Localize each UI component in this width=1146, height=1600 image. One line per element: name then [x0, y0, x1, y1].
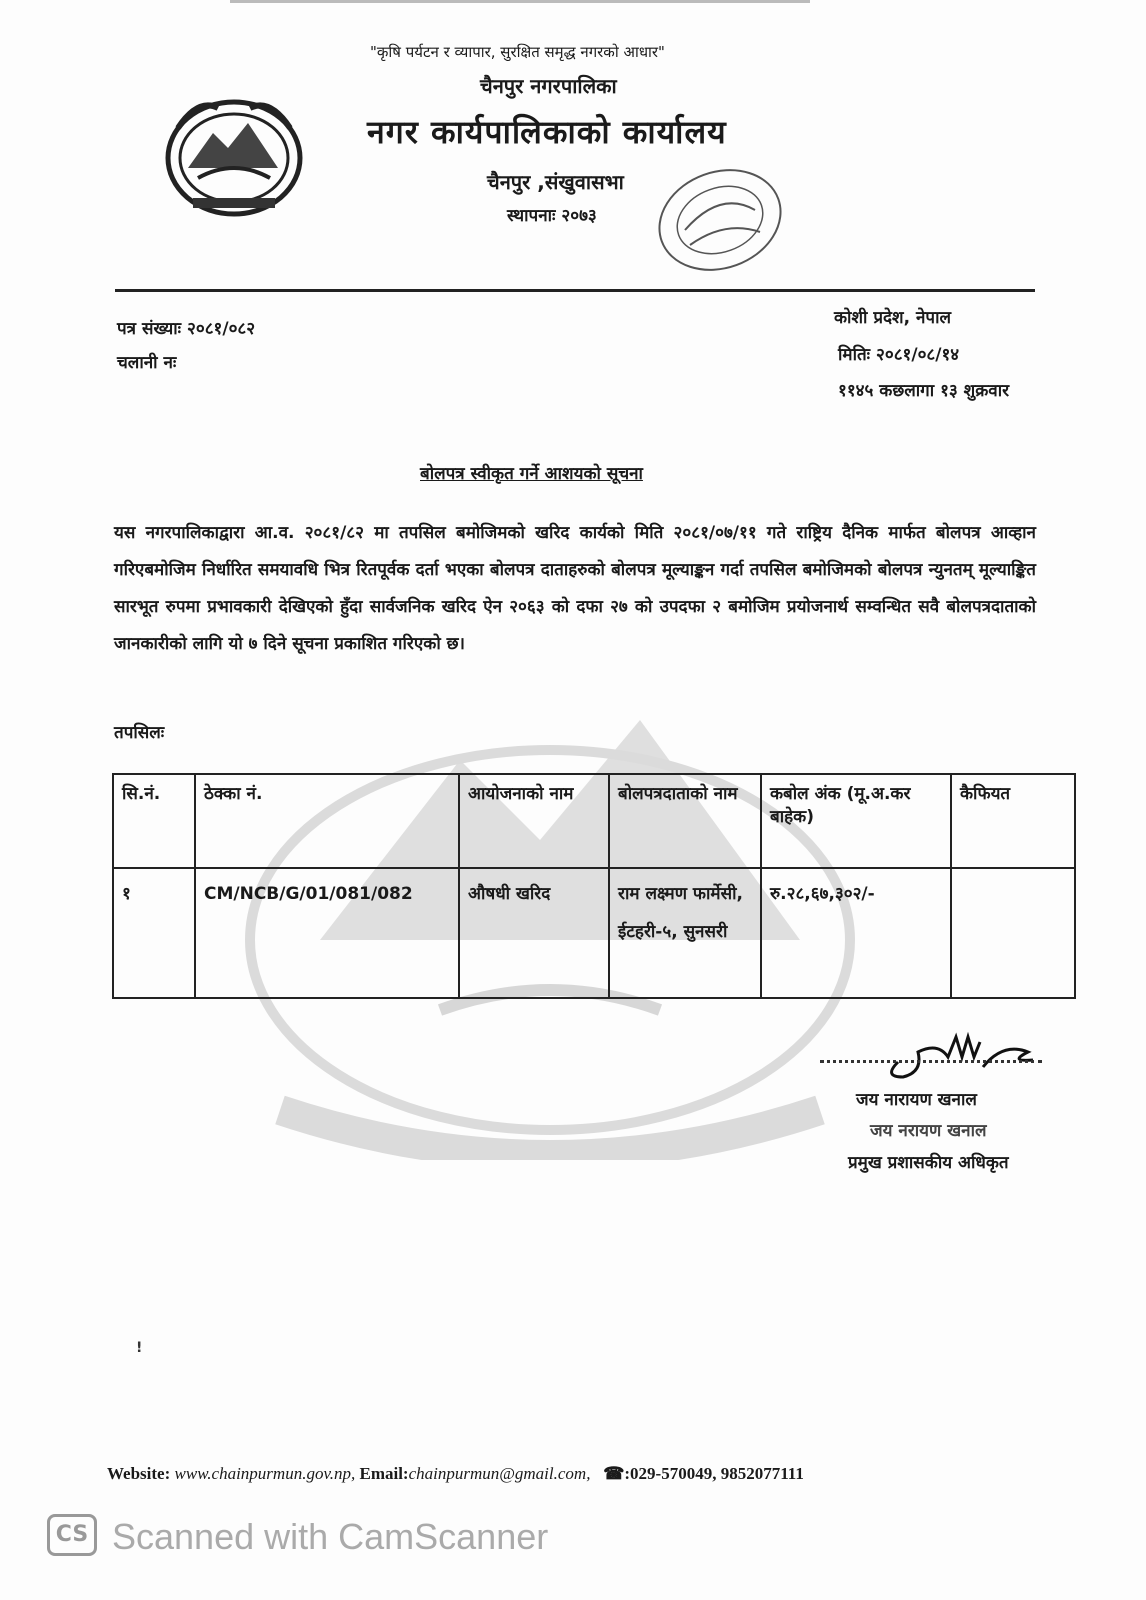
reference-number: पत्र संख्याः २०८१/०८२: [117, 319, 256, 339]
phone-numbers: :029-570049, 9852077111: [624, 1464, 804, 1483]
nepal-sambat-date: ११४५ कछलागा १३ शुक्रवार: [838, 381, 1010, 401]
nepal-emblem-icon: [158, 88, 310, 222]
notice-body: यस नगरपालिकाद्वारा आ.व. २०८१/८२ मा तपसिल बमोजिमको खरिद कार्यको मिति २०८१/०७/११ गते राष्ट्रिय दैनिक मार्फत बोलपत्र आव्हान गरिएबमोजिम निर्धारित समयावधि भित्र रितपूर्वक दर्ता भएका बोलपत्र दाताहरुको बोलपत्र मूल्याङ्कन गर्दा तपसिल बमोजिमको बोलपत्र न्युनतम् मूल्याङ्कित सारभूत रुपमा प्रभावकारी देखिएको हुँदा सार्वजनिक खरिद ऐन २०६३ को दफा २७ को उपदफा २ बमोजिम प्रयोजनार्थ सम्वन्धित सवै बोलपत्रदाताको जानकारीको लागि यो ७ दिने सूचना प्रकाशित गरिएको छ।: [114, 523, 1036, 654]
office-stamp-icon: [645, 160, 795, 280]
camscanner-logo-icon: CS: [47, 1514, 97, 1556]
email-label: Email:: [359, 1464, 409, 1483]
cell-bid-amount: रु.२८,६७,३०२/-: [761, 868, 951, 998]
cell-bidder-name: राम लक्ष्मण फार्मेसी, ईटहरी-५, सुनसरी: [609, 868, 761, 998]
col-serial: सि.नं.: [113, 774, 195, 868]
table-row: [113, 868, 1075, 998]
top-edge-line: [230, 0, 810, 3]
camscanner-watermark-text: Scanned with CamScanner: [112, 1516, 549, 1557]
bid-details-table: [112, 773, 1076, 999]
province: कोशी प्रदेश, नेपाल: [834, 308, 951, 328]
stray-mark: !: [136, 1340, 143, 1356]
signer-name-stamp: जय नरायण खनाल: [870, 1121, 987, 1141]
office-name: नगर कार्यपालिकाको कार्यालय: [367, 113, 727, 151]
col-contract-no: ठेक्का नं.: [195, 774, 459, 868]
schedule-label: तपसिलः: [114, 723, 165, 743]
footer-contact: [107, 1464, 804, 1484]
office-address: चैनपुर ,संखुवासभा: [487, 170, 624, 194]
header-divider: [115, 289, 1035, 292]
tagline: "कृषि पर्यटन र व्यापार, सुरक्षित समृद्ध नगरको आधार": [370, 43, 665, 61]
col-bidder-name: बोलपत्रदाताको नाम: [609, 774, 761, 868]
cell-serial: १: [113, 868, 195, 998]
signer-designation: प्रमुख प्रशासकीय अधिकृत: [848, 1153, 1009, 1173]
letter-date: मितिः २०८१/०८/१४: [838, 345, 960, 365]
handwritten-signature-icon: [878, 1022, 1038, 1092]
notice-title: बोलपत्र स्वीकृत गर्ने आशयको सूचना: [420, 464, 643, 484]
table-header-row: [113, 774, 1075, 868]
phone-icon: ☎: [603, 1464, 625, 1483]
dispatch-number: चलानी नः: [117, 353, 177, 373]
email-link[interactable]: chainpurmun@gmail.com,: [408, 1464, 591, 1483]
cell-contract-no: CM/NCB/G/01/081/082: [195, 868, 459, 998]
established-year: स्थापनाः २०७३: [507, 206, 597, 226]
col-bid-amount: कबोल अंक (मू.अ.कर बाहेक): [761, 774, 951, 868]
signer-name: जय नारायण खनाल: [856, 1090, 977, 1110]
website-link[interactable]: www.chainpurmun.gov.np,: [174, 1464, 356, 1483]
col-remarks: कैफियत: [951, 774, 1075, 868]
cell-remarks: [951, 868, 1075, 998]
cell-project-name: औषधी खरिद: [459, 868, 609, 998]
col-project-name: आयोजनाको नाम: [459, 774, 609, 868]
signature-line: [820, 1060, 1042, 1063]
website-label: Website:: [107, 1464, 171, 1483]
municipality-name: चैनपुर नगरपालिका: [480, 74, 617, 98]
